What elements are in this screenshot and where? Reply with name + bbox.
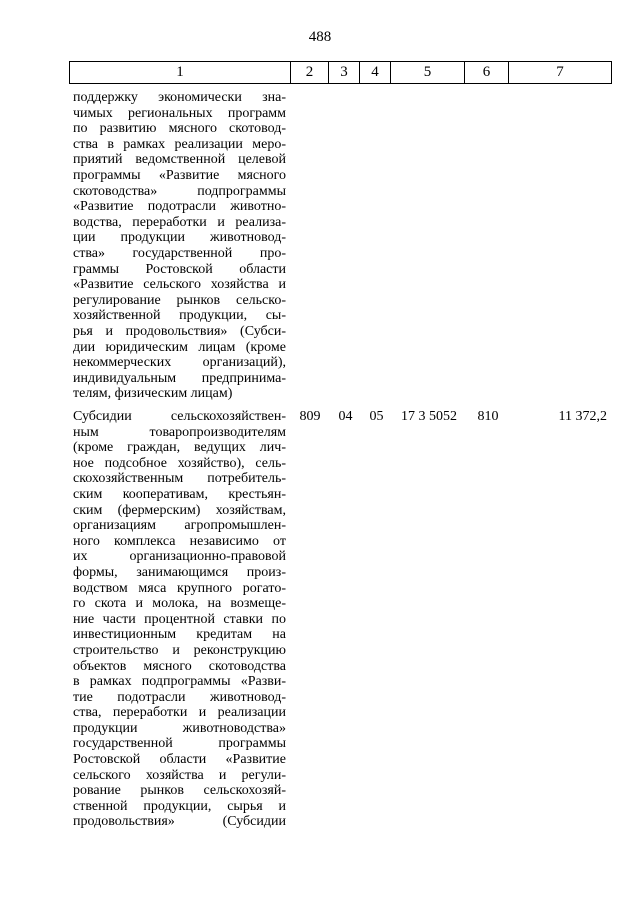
description-line: программы «Развитие мясного (73, 167, 286, 183)
description-line: чимых региональных программ (73, 105, 286, 121)
row-2-col-5: 17 3 5052 (401, 409, 457, 424)
description-line: скотоводства» подпрограммы (73, 183, 286, 199)
description-line: ским (фермерским) хозяйствам, (73, 502, 286, 518)
description-line: ства, переработки и реализации (73, 705, 286, 721)
description-line: рование рынков сельскохозяй- (73, 783, 286, 799)
description-line: продукции животноводства» (73, 720, 286, 736)
description-line: (кроме граждан, ведущих лич- (73, 440, 286, 456)
header-col-7: 7 (509, 62, 612, 84)
description-line: водством мяса крупного рогато- (73, 580, 286, 596)
description-line: по развитию мясного скотовод- (73, 121, 286, 137)
header-col-2: 2 (291, 62, 329, 84)
description-line: формы, занимающимся произ- (73, 564, 286, 580)
description-line: регулирование рынков сельско- (73, 292, 286, 308)
header-col-6: 6 (465, 62, 509, 84)
row-1-description (73, 90, 286, 402)
description-line: хозяйственной продукции, сы- (73, 308, 286, 324)
description-line: ства» государственной про- (73, 245, 286, 261)
row-2-col-3: 04 (338, 409, 353, 424)
description-line: некоммерческих организаций), (73, 355, 286, 371)
row-2-description (73, 409, 286, 830)
description-line: скохозяйственным потребитель- (73, 471, 286, 487)
header-col-3: 3 (329, 62, 360, 84)
description-line: телям, физическим лицам) (73, 386, 233, 402)
header-col-5: 5 (391, 62, 465, 84)
description-line: ства в рамках реализации меро- (73, 136, 286, 152)
description-line: продовольствия» (Субсидии (73, 814, 286, 830)
description-line: «Развитие сельского хозяйства и (73, 277, 286, 293)
description-line: граммы Ростовской области (73, 261, 286, 277)
description-line: ного комплекса независимо от (73, 533, 286, 549)
description-line: поддержку экономически зна- (73, 90, 286, 105)
description-line: ции продукции животновод- (73, 230, 286, 246)
description-line: в рамках подпрограммы «Разви- (73, 674, 286, 690)
table-header (69, 61, 612, 84)
row-2-col-4: 05 (369, 409, 384, 424)
description-line: го скота и молока, на возмеще- (73, 596, 286, 612)
description-line: их организационно-правовой (73, 549, 286, 565)
row-2-col-7: 11 372,2 (558, 409, 607, 424)
description-line: «Развитие подотрасли животно- (73, 199, 286, 215)
description-line: ние части процентной ставки по (73, 611, 286, 627)
description-line: индивидуальным предпринима- (73, 370, 286, 386)
header-col-4: 4 (360, 62, 391, 84)
header-col-1: 1 (70, 62, 291, 84)
description-line: тие подотрасли животновод- (73, 689, 286, 705)
description-line: рья и продовольствия» (Субси- (73, 323, 286, 339)
description-line: водства, переработки и реализа- (73, 214, 286, 230)
description-line: Субсидии сельскохозяйствен- (73, 409, 286, 424)
description-line: организациям агропромышлен- (73, 518, 286, 534)
row-2-col-6: 810 (477, 409, 499, 424)
row-2-col-2: 809 (299, 409, 321, 424)
description-line: сельского хозяйства и регули- (73, 767, 286, 783)
description-line: государственной программы (73, 736, 286, 752)
page-number: 488 (308, 29, 332, 45)
description-line: Ростовской области «Развитие (73, 752, 286, 768)
description-line: ственной продукции, сырья и (73, 798, 286, 814)
description-line: инвестиционным кредитам на (73, 627, 286, 643)
description-line: строительство и реконструкцию (73, 642, 286, 658)
description-line: приятий ведомственной целевой (73, 152, 286, 168)
description-line: ским кооперативам, крестьян- (73, 486, 286, 502)
description-line: ное подсобное хозяйство), сель- (73, 455, 286, 471)
description-line: дии юридическим лицам (кроме (73, 339, 286, 355)
description-line: ным товаропроизводителям (73, 424, 286, 440)
description-line: объектов мясного скотоводства (73, 658, 286, 674)
